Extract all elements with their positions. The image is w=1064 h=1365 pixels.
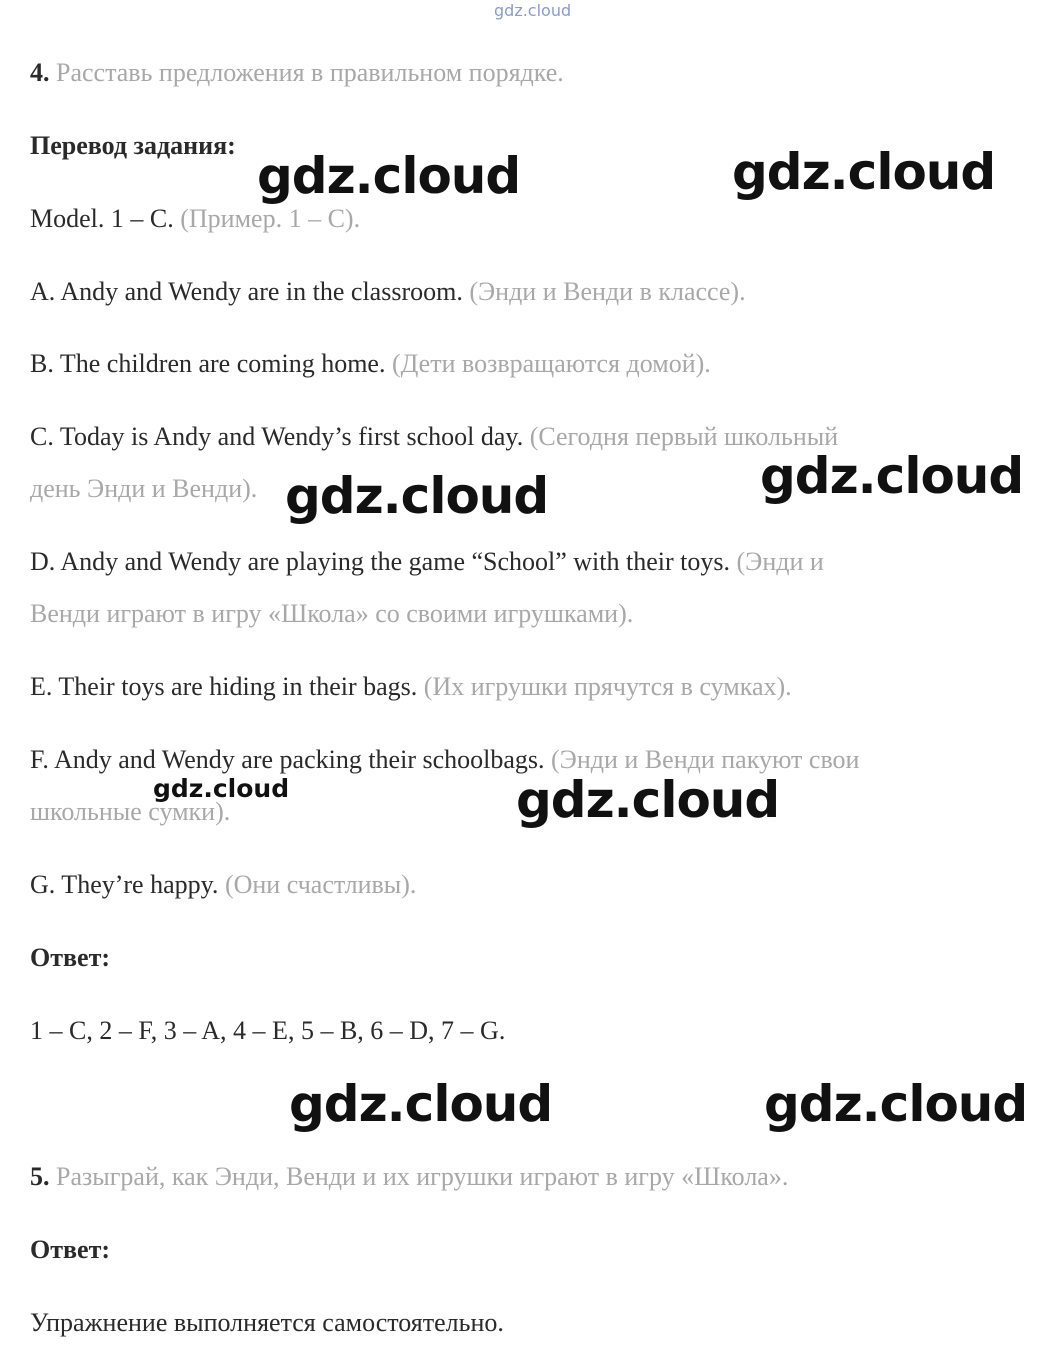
- sentence-d-ru: (Энди и: [730, 547, 824, 576]
- sentence-f-ru: (Энди и Венди пакуют свои: [544, 745, 860, 774]
- sentence-d: [30, 536, 824, 588]
- task5-prompt: [30, 1151, 788, 1203]
- watermark: gdz.cloud: [764, 1075, 1028, 1133]
- watermark-small: gdz.cloud: [153, 774, 290, 803]
- watermark: gdz.cloud: [516, 771, 780, 829]
- task4-prompt: [30, 47, 564, 99]
- sentence-f-ru-cont: школьные сумки).: [30, 797, 231, 826]
- sentence-g-en: G. They’re happy.: [30, 870, 219, 899]
- watermark: gdz.cloud: [760, 447, 1024, 505]
- sentence-g-ru: (Они счастливы).: [218, 870, 417, 899]
- sentence-d-en: D. Andy and Wendy are playing the game “School” with their toys.: [30, 547, 730, 576]
- model-translation: (Пример. 1 – C).: [173, 204, 361, 233]
- sentence-c-ru: (Сегодня первый школьный: [523, 422, 839, 451]
- sentence-a-en: A. Andy and Wendy are in the classroom.: [30, 277, 463, 306]
- sentence-c-en: C. Today is Andy and Wendy’s first school day.: [30, 422, 524, 451]
- answer-heading-4: Ответ:: [30, 943, 111, 972]
- task4-prompt-text: Расставь предложения в правильном порядке.: [49, 58, 564, 87]
- sentence-e: [30, 661, 792, 713]
- task5-number: 5.: [30, 1162, 50, 1191]
- task5-prompt-text: Разыграй, как Энди, Венди и их игрушки играют в игру «Школа».: [49, 1162, 789, 1191]
- sentence-b-ru: (Дети возвращаются домой).: [385, 349, 711, 378]
- answer-heading-5: Ответ:: [30, 1235, 111, 1264]
- sentence-b: [30, 338, 711, 390]
- sentence-c: [30, 411, 838, 463]
- sentence-c-ru-cont: день Энди и Венди).: [30, 474, 258, 503]
- sentence-e-en: E. Their toys are hiding in their bags.: [30, 672, 418, 701]
- watermark: gdz.cloud: [289, 1075, 553, 1133]
- task4-number: 4.: [30, 58, 50, 87]
- model-text: Model. 1 – C.: [30, 204, 174, 233]
- translation-heading: Перевод задания:: [30, 131, 236, 160]
- sentence-d-ru-cont: Венди играют в игру «Школа» со своими игрушками).: [30, 599, 634, 628]
- watermark: gdz.cloud: [257, 147, 521, 205]
- sentence-a: [30, 266, 746, 318]
- sentence-b-en: B. The children are coming home.: [30, 349, 386, 378]
- watermark: gdz.cloud: [732, 143, 996, 201]
- sentence-f-en: F. Andy and Wendy are packing their schoolbags.: [30, 745, 545, 774]
- answer-5: Упражнение выполняется самостоятельно.: [30, 1308, 504, 1337]
- watermark: gdz.cloud: [285, 467, 549, 525]
- sentence-a-ru: (Энди и Венди в классе).: [462, 277, 746, 306]
- sentence-g: [30, 859, 416, 911]
- top-watermark: gdz.cloud: [494, 1, 572, 20]
- sentence-e-ru: (Их игрушки прячутся в сумках).: [417, 672, 792, 701]
- answer-4: 1 – C, 2 – F, 3 – A, 4 – E, 5 – B, 6 – D, 7 – G.: [30, 1016, 506, 1045]
